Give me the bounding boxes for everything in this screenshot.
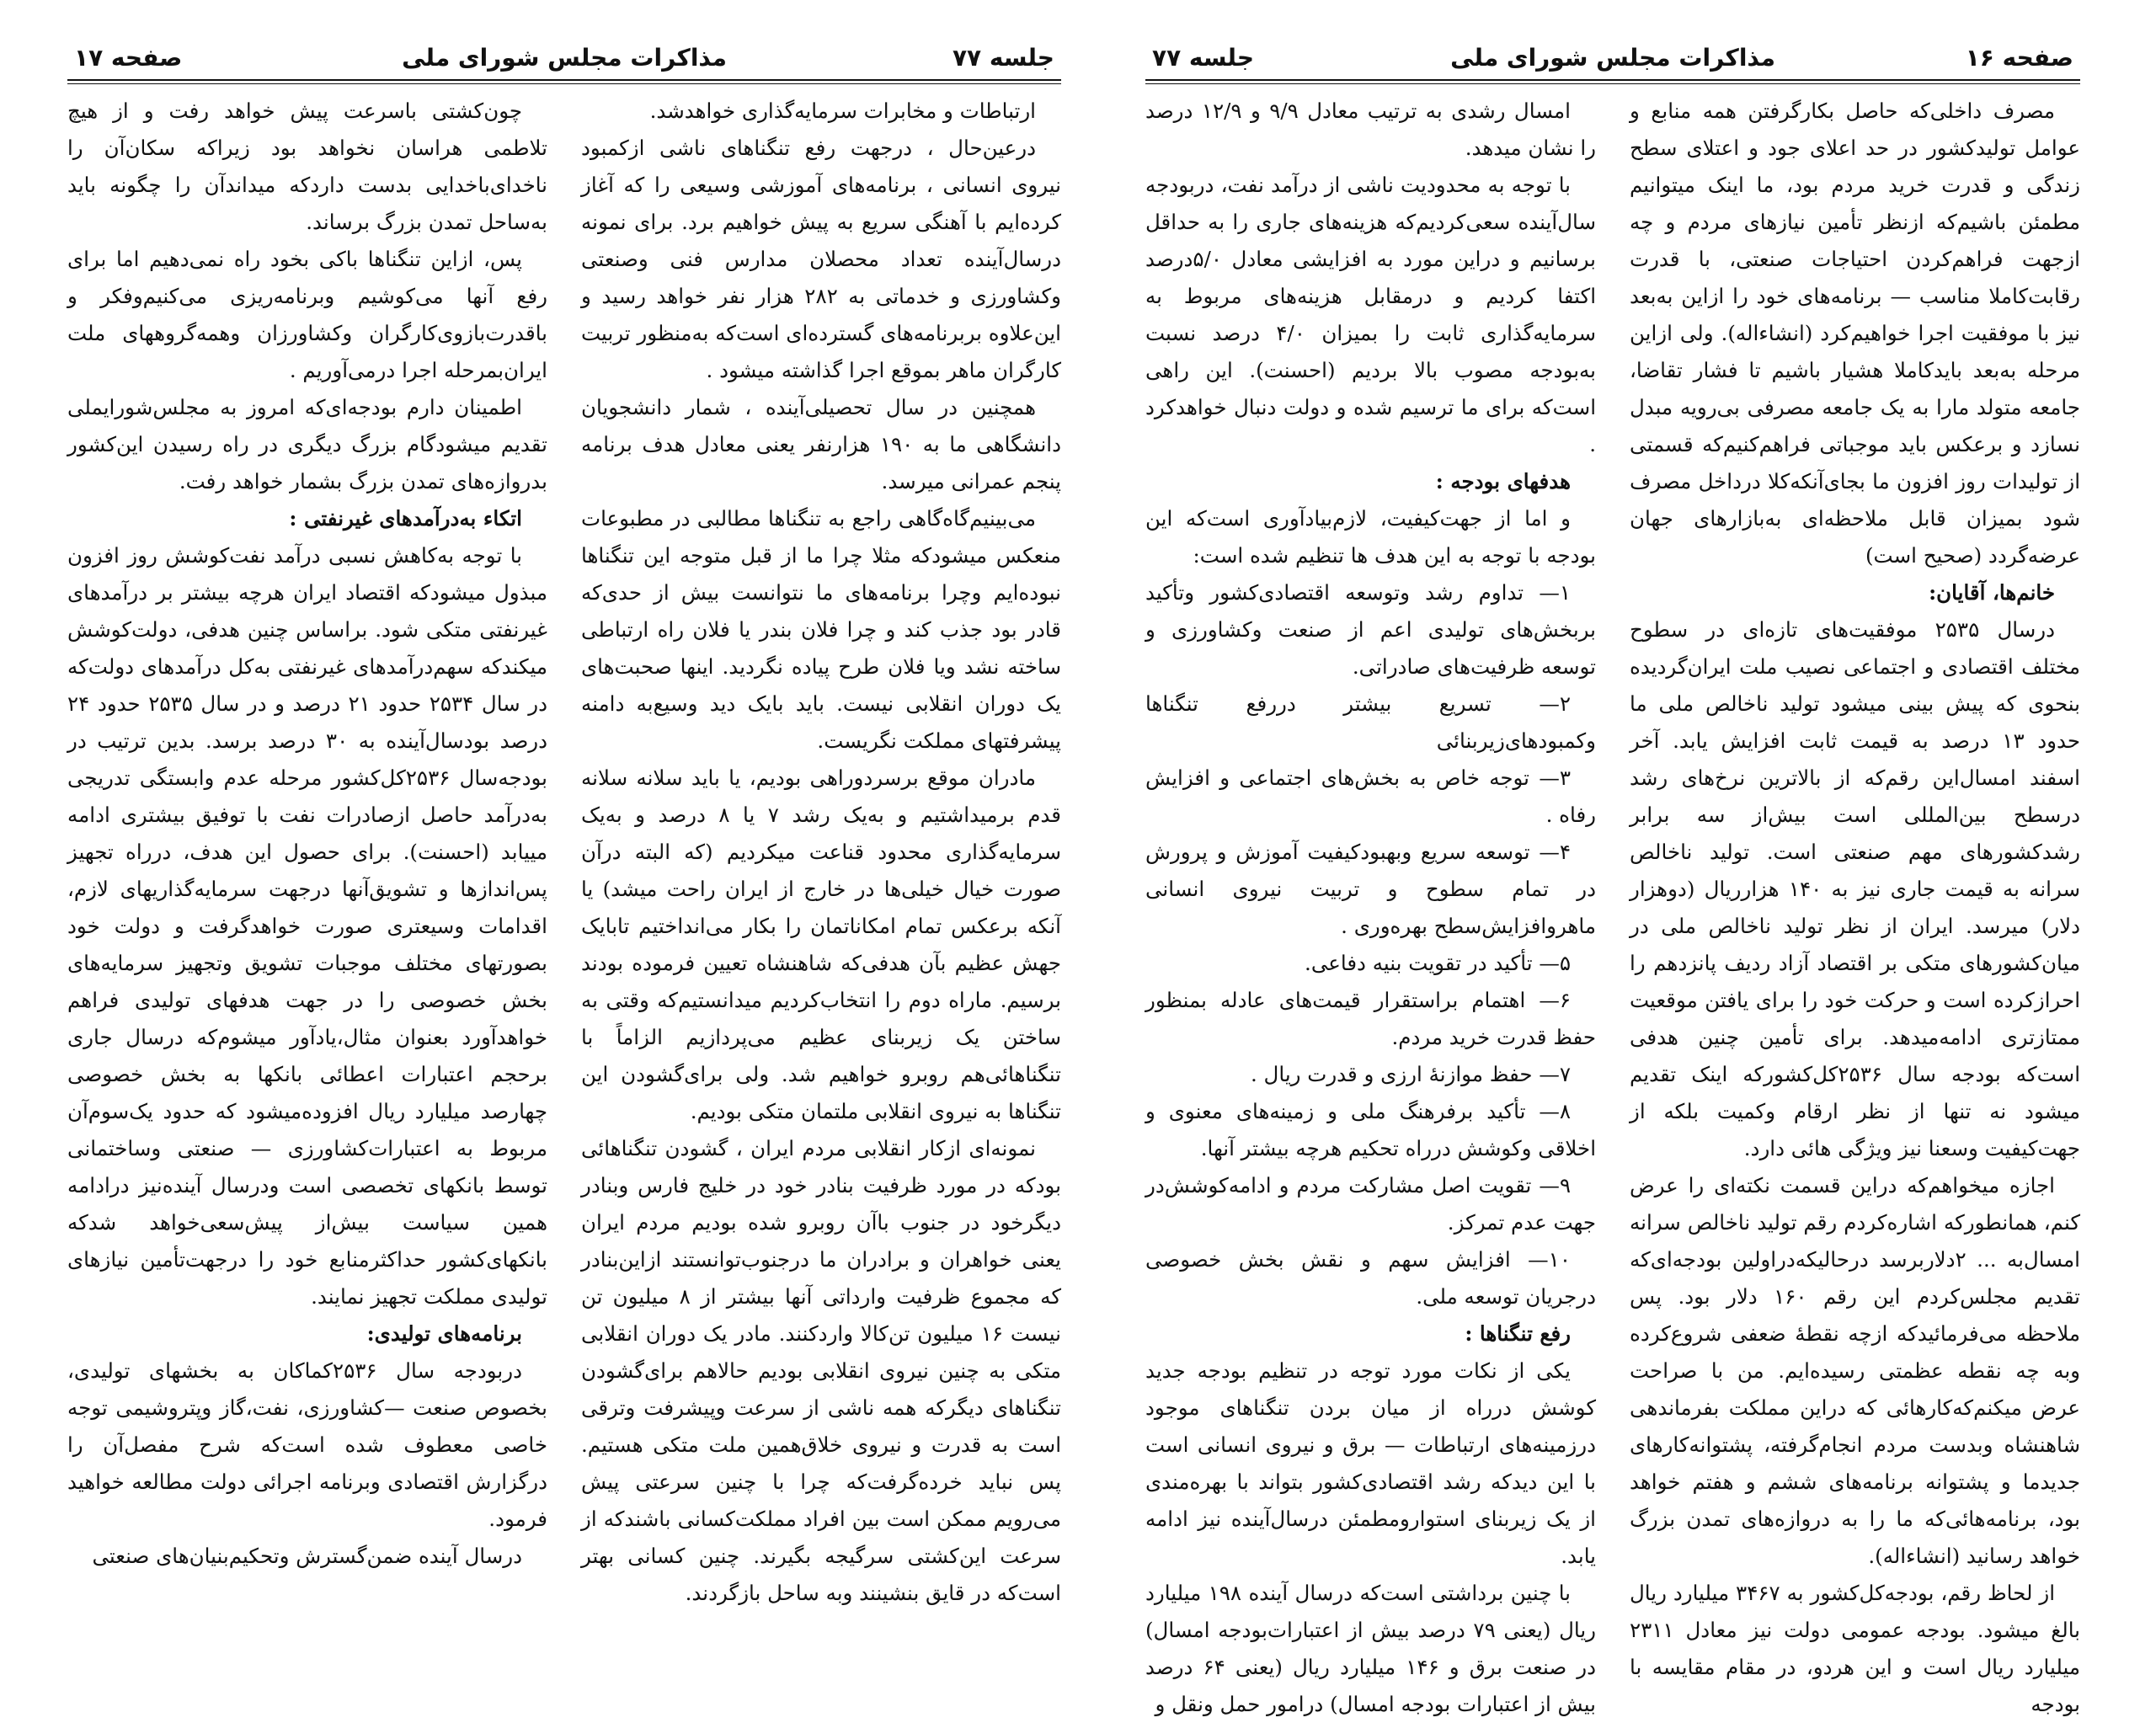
text-columns: [67, 93, 1061, 1616]
paragraph: با چنین برداشتی است‌که درسال آینده ۱۹۸ میلیارد ریال (یعنی ۷۹ درصد بیش از اعتبارات‌بودجه امسال) در صنعت برق و ۱۴۶ میلیارد ریال (یعنی ۶۴ درصد بیش از اعتبارات بودجه امسال) درامور حمل ونقل و: [1145, 1581, 1596, 1716]
header-rule-thin: [1145, 83, 2080, 84]
paragraph: ۵— تأکید در تقویت بنیه دفاعی.: [1305, 951, 1571, 975]
running-title: مذاکرات مجلس شورای ملی: [1450, 44, 1775, 72]
right-page: [1145, 0, 2081, 1716]
header-rule: [67, 79, 1061, 81]
header-rule: [1145, 79, 2080, 81]
text-columns: [1145, 93, 2081, 1716]
paragraph: با توجه به‌کاهش نسبی درآمد نفت‌کوشش روز افزون مبذول میشودکه اقتصاد ایران هرچه بیشتر بر درآمدهای غیرنفتی متکی شود. براساس چنین هدفی، دولت‌کوشش میکندکه سهم‌درآمدهای غیرنفتی به‌کل درآمدهای دولت‌که در سال ۲۵۳۴ حدود ۲۱ درصد و در سال ۲۵۳۵ حدود ۲۴ درصد بودسال‌آینده به ۳۰ درصد برسد. بدین ترتیب در بودجه‌سال ۲۵۳۶کل‌کشور مرحله عدم وابستگی تدریجی به‌درآمد حاصل ازصادرات نفت با توفیق بیشتری ادامه مییابد (احسنت). برای حصول این هدف، درراه تجهیز پس‌اندازها و تشویق‌آنها درجهت سرمایه‌گذاریهای لازم، اقدامات وسیعتری صورت خواهدگرفت و دولت خود بصورتهای مختلف موجبات تشویق وتجهیز سرمایه‌های بخش خصوصی را در جهت هدفهای تولیدی فراهم خواهدآورد بعنوان مثال،یادآور میشوم‌که درسال جاری برحجم اعتبارات اعطائی بانکها به بخش خصوصی چهارصد میلیارد ریال افزوده‌میشود که حدود یک‌سوم‌آن مربوط به اعتبارات‌کشاورزی — صنعتی وساختمانی توسط بانکهای تخصصی است ودرسال آینده‌نیز درادامه همین سیاست بیش‌از پیش‌سعی‌خواهد شد‌که بانکهای‌کشور حدا‌کثرمنابع خود را درجهت‌تأمین نیازهای تولیدی مملکت تجهیز نمایند.: [67, 543, 548, 1309]
page-number: صفحه ۱۶: [1965, 44, 2073, 72]
paragraph: همچنین در سال تحصیلی‌آینده ، شمار دانشجویان دانشگاهی ما به ۱۹۰ هزارنفر یعنی معادل هدف برنامه پنجم عمرانی میرسد.: [581, 395, 1061, 493]
paragraph: درعین‌حال ، درجهت رفع تنگناهای ناشی ازکمبود نیروی انسانی ، برنامه‌های آموزشی وسیعی را که آغاز کرده‌ایم با آهنگی سریع به پیش خواهیم برد. برای نمونه درسال‌آینده تعداد محصلان مدارس فنی وصنعتی وکشاورزی و خدماتی به ۲۸۲ هزار نفر خواهد رسید و این‌علاوه بربرنامه‌های گسترده‌ای است‌که به‌منظور تربیت کارگران ماهر بموقع اجرا گذاشته میشود .: [581, 136, 1061, 382]
paragraph: ۴— توسعه سریع وبهبود‌کیفیت آموزش و پرورش در تمام سطوح و تربیت نیروی انسانی ماهرو‌افزایش‌سطح بهره‌وری .: [1145, 840, 1596, 938]
paragraph: ۸— تأکید برفرهنگ ملی و زمینه‌های معنوی و اخلاقی وکوشش درراه تحکیم هرچه بیشتر آنها.: [1145, 1099, 1596, 1160]
page-number: صفحه ۱۷: [74, 44, 183, 72]
section-heading: اتکاء به‌درآمدهای غیرنفتی :: [289, 506, 522, 531]
paragraph: ۹— تقویت اصل مشارکت مردم و ادامه‌کوشش‌در جهت عدم تمرکز.: [1145, 1173, 1596, 1235]
paragraph: ۳— توجه خاص به بخش‌های اجتماعی و افزایش رفاه .: [1145, 765, 1596, 827]
section-heading: برنامه‌های تولیدی:: [366, 1321, 522, 1346]
column-right: [581, 93, 1061, 1616]
paragraph: درسال ۲۵۳۵ موفقیت‌های تازه‌ای در سطوح مختلف اقتصادی و اجتماعی نصیب ملت ایران‌گردیده بنحوی که پیش بینی میشود تولید ناخالص ملی ما حدود ۱۳ درصد به قیمت ثابت افزایش یابد. آخر اسفند امسال‌این رقم‌که از بالاترین نرخ‌های رشد درسطح بین‌المللی است بیش‌از سه برابر رشدکشورهای مهم صنعتی است. تولید ناخالص سرانه به قیمت جاری نیز به ۱۴۰ هزارریال (دوهزار دلار) میرسد. ایران از نظر تولید ناخالص ملی در میان‌کشورهای متکی بر اقتصاد آزاد ردیف پانزدهم را احرازکرده است و حرکت خود را برای یافتن موقعیت ممتازتری ادامه‌میدهد. برای تأمین چنین هدفی است‌که بودجه سال ۲۵۳۶کل‌کشورکه اینک تقدیم میشود نه تنها از نظر ارقام وکمیت بلکه از جهت‌کیفیت وسعنا نیز ویژگی هائی دارد.: [1630, 617, 2081, 1160]
paragraph: ۷— حفظ موازنهٔ ارزی و قدرت ریال .: [1250, 1062, 1571, 1086]
paragraph: ما‌دران موقع برسردوراهی بودیم، یا باید سلانه سلانه قدم برمیداشتیم و به‌یک رشد ۷ یا ۸ درصد و به‌یک سرمایه‌گذاری محدود قناعت میکردیم (که البته درآن صورت خیال خیلی‌ها در خارج از ایران راحت میشد) یا آنکه برعکس تمام امکاناتمان را بکار می‌انداختیم تابایک جهش عظیم بآن هدفی‌که شاهنشاه تعیین فرموده بودند برسیم. ماراه دوم را انتخاب‌کردیم میدانستیم‌که وقتی به ساختن یک زیربنای عظیم می‌پردازیم الزاماً با تنگناهائی‌هم روبرو خواهیم شد. ولی برای‌گشودن این تنگناها به نیروی انقلابی ملتمان متکی بودیم.: [581, 765, 1061, 1123]
page-header: [1145, 40, 2080, 76]
paragraph: یکی از نکات مورد توجه در تنظیم بودجه جدید کوشش درراه از میان بردن تنگناهای موجود درزمینه‌های ارتباطات — برق و نیروی انسانی است با این دیدکه رشد اقتصادی‌کشور بتواند با بهره‌مندی از یک زیربنای استوار‌ومطمئن درسال‌آینده نیز ادامه یابد.: [1145, 1358, 1596, 1568]
paragraph: پس، ازاین تنگناها باکی بخود راه نمی‌دهیم اما برای رفع آنها می‌کوشیم وبرنامه‌ریزی می‌کنیم‌وفکر و باقدرت‌بازوی‌کارگران وکشاورزان وهمه‌گروههای ملت ایران‌بمرحله اجرا درمی‌آوریم .: [67, 247, 547, 382]
paragraph: از لحاظ رقم، بودجه‌کل‌کشور به ۳۴۶۷ میلیارد ریال بالغ میشود. بودجه عمومی دولت نیز معادل ۲۳۱۱ میلیارد ریال است و این هردو، در مقام مقایسه با بودجه: [1630, 1581, 2080, 1716]
session-number: جلسه ۷۷: [952, 44, 1054, 72]
paragraph: نمونه‌ای ازکار انقلابی مردم ایران ، گشودن تنگناهائی بودکه در مورد ظرفیت بنادر خود در خلیج فارس وبنادر دیگرخود در جنوب باآن روبرو شده بودیم مردم ایران یعنی خواهران و برادران ما درجنوب‌توانستند ازاین‌بنادر که مجموع ظرفیت وارداتی آنها بیشتر از ۸ میلیون تن نیست ۱۶ میلیون تن‌کالا واردکنند. مادر یک دوران انقلابی متکی به چنین نیروی انقلابی بودیم حالاهم برای‌گشودن تنگناهای دیگرکه همه ناشی از سرعت وپیشرفت وترقی است به قدرت و نیروی خلاق‌همین ملت متکی هستیم. پس نباید خرده‌گرفت‌که چرا با چنین سرعتی پیش می‌رویم ممکن است بین افراد مملکت‌کسانی باشندکه از سرعت این‌کشتی سرگیجه بگیرند. چنین کسانی بهتر است‌که در قایق بنشینند وبه ساحل بازگردند.: [581, 1136, 1061, 1605]
paragraph: مصرف داخلی‌که حاصل بکارگرفتن همه منابع و عوامل تولید‌کشور در حد اعلای جود و اعتلای سطح زندگی و قدرت خرید مردم بود، ما اینک میتوانیم مطمئن باشیم‌که ازنظر تأمین نیازهای مردم و چه ازجهت فراهم‌کردن احتیاجات صنعتی، با قدرت رقابت‌کاملا مناسب — برنامه‌های خود را ازاین به‌بعد نیز با موفقیت اجرا خواهیم‌کرد (انشاءاله). ولی ازاین مرحله به‌بعد باید‌کاملا هشیار باشیم تا فشار تقاضا، جامعه متولد مارا به یک جامعه مصرفی بی‌رویه مبدل نسازد و برعکس باید موجباتی فراهم‌کنیم‌که قسمتی از تولیدات روز افزون ما بجای‌آنکه‌کلا درداخل مصرف شود بمیزان قابل ملاحظه‌ای به‌بازارهای جهان عرضه‌گردد (صحیح است): [1630, 99, 2080, 568]
paragraph: امسال رشدی به ترتیب معادل ۹/۹ و ۱۲/۹ درصد را نشان میدهد.: [1145, 99, 1596, 160]
paragraph: ۲— تسریع بیشتر دررفع تنگناها وکمبودهای‌زیربنائی: [1145, 691, 1596, 753]
paragraph: ارتباطات و مخابرات سرمایه‌گذاری خواهدشد.: [649, 99, 1036, 123]
session-number: جلسه ۷۷: [1152, 44, 1255, 72]
column-left: [1145, 93, 1596, 1716]
left-page: [67, 0, 1061, 1650]
paragraph: اطمینان دارم بودجه‌ای‌که امروز به مجلس‌شورایملی تقدیم میشودگام بزرگ دیگری در راه رسیدن این‌کشور بدروازه‌های تمدن بزرگ بشمار خواهد رفت.: [67, 395, 547, 493]
paragraph: چون‌کشتی باسرعت پیش خواهد رفت و از هیچ تلاطمی هراسان نخواهد بود زیراکه سکان‌آن را ناخدای‌باخدایی بدست دارد‌که میداندآن را چگونه باید به‌ساحل تمدن بزرگ برساند.: [67, 99, 547, 234]
section-heading: هدفهای بودجه :: [1435, 469, 1571, 493]
paragraph: اجازه میخواهم‌که دراین قسمت نکته‌ای را عرض کنم، همانطورکه اشاره‌کردم رقم تولید ناخالص سرانه امسال‌به ... ۲دلاربرسد درحالیکه‌دراولین بودجه‌ای‌که تقدیم مجلس‌کردم این رقم ۱۶۰ دلار بود. پس ملاحظه می‌فرمائیدکه ازچه نقطهٔ ضعفی شروع‌کرده وبه چه نقطه عظمتی رسیده‌ایم. من با صراحت عرض میکنم‌که‌کارهائی که دراین مملکت بفرماندهی شاهنشاه وبدست مردم انجام‌گرفته، پشتوانه‌کارهای جدیدما و پشتوانه برنامه‌های ششم و هفتم خواهد بود، برنامه‌هائی‌که ما را به دروازه‌های تمدن بزرگ خواهد رسانید (انشاءاله).: [1630, 1173, 2080, 1568]
paragraph: می‌بینیم‌گاه‌گاهی راجع به تنگناها مطالبی در مطبوعات منعکس میشودکه مثلا چرا ما از قبل متوجه این تنگناها نبوده‌ایم وچرا برنامه‌های ما نتوانست بیش از حدی‌که قادر بود جذب کند و چرا فلان بندر یا فلان راه ارتباطی ساخته نشد ویا فلان طرح پیاده نگردید. اینها صحبت‌های یک دوران انقلابی نیست. باید بایک دید وسیع‌به دامنه پیشرفتهای مملکت نگریست.: [581, 506, 1061, 753]
paragraph: درسال آینده ضمن‌گسترش وتحکیم‌بنیان‌های صنعتی: [92, 1544, 522, 1568]
column-right: [1630, 93, 2081, 1716]
page-header: [67, 40, 1061, 76]
section-heading: خانم‌ها، آقایان:: [1929, 580, 2055, 605]
column-left: [67, 93, 547, 1616]
paragraph: ۱— تداوم رشد وتوسعه اقتصادی‌کشور وتأکید بربخش‌های تولیدی اعم از صنعت و‌کشاورزی و توسعه ظرفیت‌های صادراتی.: [1145, 580, 1596, 679]
section-heading: رفع تنگناها :: [1465, 1321, 1571, 1346]
book-gutter: [1086, 0, 1120, 1650]
paragraph: با توجه به محدودیت ناشی از درآمد نفت، دربودجه سال‌آینده سعی‌کردیم‌که هزینه‌های جاری را به حداقل برسانیم و دراین مورد به افزایشی معادل ۵/۰درصد اکتفا کردیم و درمقابل هزینه‌های مربوط به سرمایه‌گذاری ثابت را بمیزان ۴/۰ درصد نسبت به‌بودجه مصوب بالا بردیم (احسنت). این راهی است‌که برای ما ترسیم شده و دولت دنبال خواهدکرد .: [1145, 173, 1596, 456]
header-rule-thin: [67, 83, 1061, 84]
paragraph: و اما از جهت‌کیفیت، لازم‌بیادآوری است‌که این بودجه با توجه به این هدف ها تنظیم شده است:: [1145, 506, 1596, 568]
paragraph: ۱۰— افزایش سهم و نقش بخش خصوصی درجریان توسعه ملی.: [1145, 1247, 1596, 1309]
paragraph: دربودجه سال ۲۵۳۶کما‌کان به بخشهای تولیدی، بخصوص صنعت —کشاورزی، نفت،گاز وپتروشیمی توجه خاصی معطوف شده است‌که شرح مفصل‌آن را درگزارش اقتصادی وبرنامه اجرائی دولت مطالعه خواهید فرمود.: [67, 1358, 547, 1531]
paragraph: ۶— اهتمام براستقرار قیمت‌های عادله بمنظور حفظ قدرت خرید مردم.: [1145, 988, 1596, 1049]
running-title: مذاکرات مجلس شورای ملی: [402, 44, 727, 72]
